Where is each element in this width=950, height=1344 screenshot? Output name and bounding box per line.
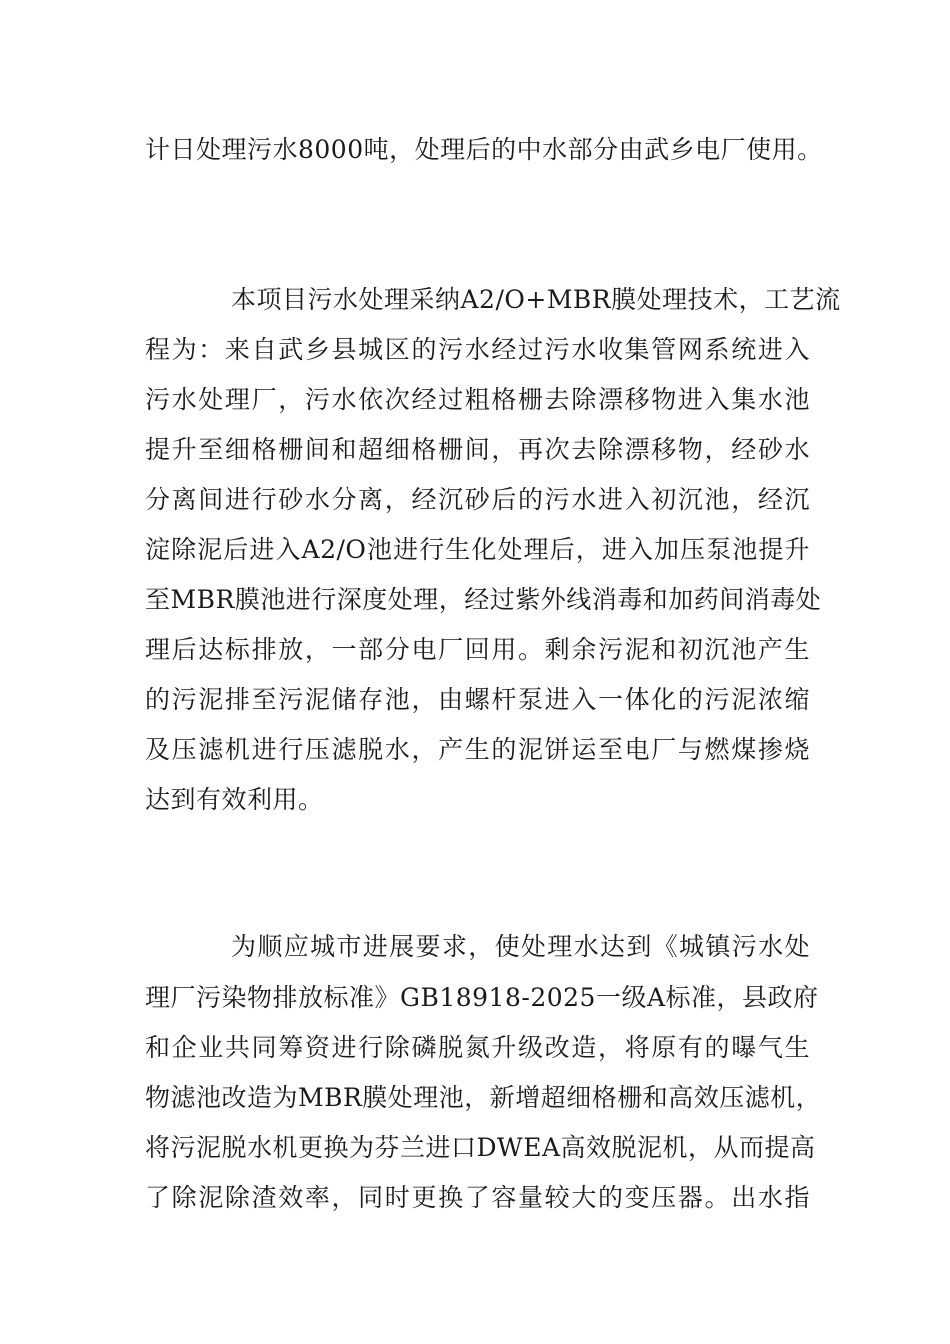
paragraph-1-line-1: 计日处理污水8000吨，处理后的中水部分由武乡电厂使用。	[145, 135, 823, 164]
paragraph-2-line-2: 程为：来自武乡县城区的污水经过污水收集管网系统进入	[145, 335, 810, 364]
paragraph-3-line-3: 和企业共同筹资进行除磷脱氮升级改造，将原有的曝气生	[145, 1033, 810, 1062]
paragraph-2-line-8: 理后达标排放，一部分电厂回用。剩余污泥和初沉池产生	[145, 635, 810, 664]
paragraph-3-line-1: 为顺应城市进展要求，使处理水达到《城镇污水处	[231, 932, 810, 961]
paragraph-2-line-1: 本项目污水处理采纳A2/O+MBR膜处理技术，工艺流	[231, 285, 841, 314]
paragraph-2-line-7: 至MBR膜池进行深度处理，经过紫外线消毒和加药间消毒处	[145, 585, 822, 614]
paragraph-2-line-9: 的污泥排至污泥储存池，由螺杆泵进入一体化的污泥浓缩	[145, 685, 810, 714]
paragraph-2-line-3: 污水处理厂，污水依次经过粗格栅去除漂移物进入集水池	[145, 385, 810, 414]
paragraph-2-line-6: 淀除泥后进入A2/O池进行生化处理后，进入加压泵池提升	[145, 535, 810, 564]
paragraph-2-line-4: 提升至细格栅间和超细格栅间，再次去除漂移物，经砂水	[145, 435, 810, 464]
paragraph-3-line-4: 物滤池改造为MBR膜处理池，新增超细格栅和高效压滤机，	[145, 1083, 822, 1112]
paragraph-3-line-2: 理厂污染物排放标准》GB18918-2025一级A标准，县政府	[145, 983, 819, 1012]
paragraph-2-line-11: 达到有效利用。	[145, 785, 324, 814]
paragraph-2-line-5: 分离间进行砂水分离，经沉砂后的污水进入初沉池，经沉	[145, 485, 810, 514]
paragraph-3-line-6: 了除泥除渣效率，同时更换了容量较大的变压器。出水指	[145, 1183, 810, 1212]
paragraph-3-line-5: 将污泥脱水机更换为芬兰进口DWEA高效脱泥机，从而提高	[145, 1133, 816, 1162]
paragraph-2-line-10: 及压滤机进行压滤脱水，产生的泥饼运至电厂与燃煤掺烧	[145, 735, 810, 764]
